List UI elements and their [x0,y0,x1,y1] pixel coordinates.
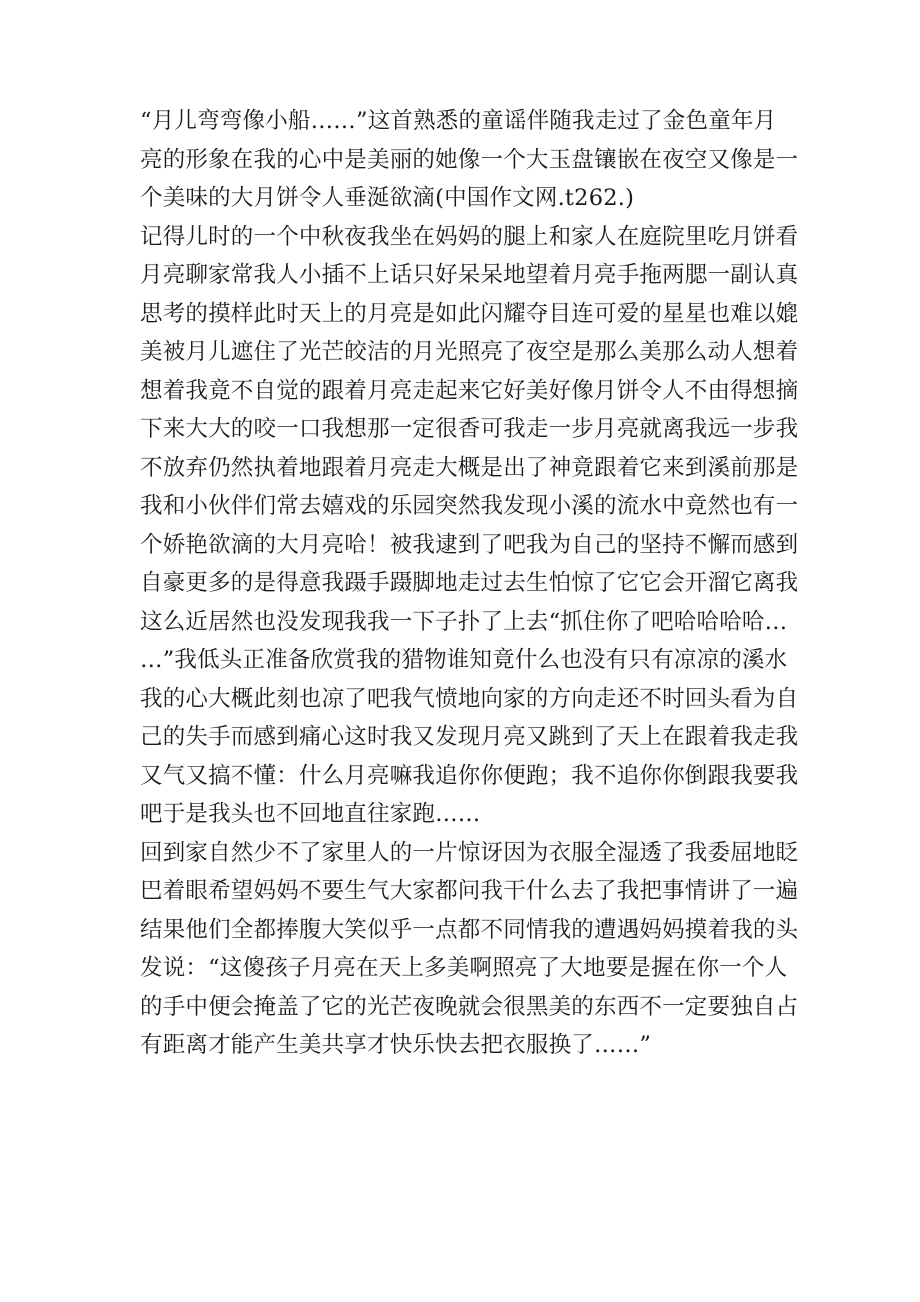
text-line: 发说：“这傻孩子月亮在天上多美啊照亮了大地要是握在你一个人 [140,955,788,981]
text-line: 自豪更多的是得意我蹑手蹑脚地走过去生怕惊了它它会开溜它离我 [140,570,799,596]
text-line: 又气又搞不懂：什么月亮嘛我追你你便跑；我不追你你倒跟我要我 [140,762,799,789]
text-line: 的手中便会掩盖了它的光芒夜晚就会很黑美的东西不一定要独自占 [140,993,799,1020]
text-line: 个美味的大月饼令人垂涎欲滴(中国作文网.t262.) [140,185,635,211]
text-line: 记得儿时的一个中秋夜我坐在妈妈的腿上和家人在庭院里吃月饼看 [140,223,799,250]
text-line: 下来大大的咬一口我想那一定很香可我走一步月亮就离我远一步我 [140,416,799,442]
text-line: 月亮聊家常我人小插不上话只好呆呆地望着月亮手拖两腮一副认真 [140,262,799,288]
text-line: 我的心大概此刻也凉了吧我气愤地向家的方向走还不时回头看为自 [140,685,799,712]
document-body [140,102,799,1065]
text-line: 想着我竟不自觉的跟着月亮走起来它好美好像月饼令人不由得想摘 [140,377,799,404]
text-line: 亮的形象在我的心中是美丽的她像一个大玉盘镶嵌在夜空又像是一 [140,146,799,173]
text-line: 己的失手而感到痛心这时我又发现月亮又跳到了天上在跟着我走我 [140,724,799,750]
text-line: 不放弃仍然执着地跟着月亮走大概是出了神竟跟着它来到溪前那是 [140,454,799,481]
text-line: 巴着眼希望妈妈不要生气大家都问我干什么去了我把事情讲了一遍 [140,878,799,904]
text-line: 结果他们全都捧腹大笑似乎一点都不同情我的遭遇妈妈摸着我的头 [140,916,799,943]
text-line: 这么近居然也没发现我我一下子扑了上去“抓住你了吧哈哈哈哈… [140,608,788,635]
text-line: 回到家自然少不了家里人的一片惊讶因为衣服全湿透了我委屈地眨 [140,839,799,866]
text-line: 有距离才能产生美共享才快乐快去把衣服换了……” [140,1032,652,1058]
text-line: 我和小伙伴们常去嬉戏的乐园突然我发现小溪的流水中竟然也有一 [140,493,799,519]
text-line: …”我低头正准备欣赏我的猎物谁知竟什么也没有只有凉凉的溪水 [140,647,788,673]
text-line: 个娇艳欲滴的大月亮哈！被我逮到了吧我为自己的坚持不懈而感到 [140,531,799,558]
text-line: 思考的摸样此时天上的月亮是如此闪耀夺目连可爱的星星也难以媲 [140,300,799,327]
text-line: 吧于是我头也不回地直往家跑…… [140,801,481,827]
text-line: “月儿弯弯像小船……”这首熟悉的童谣伴随我走过了金色童年月 [140,108,777,134]
text-line: 美被月儿遮住了光芒皎洁的月光照亮了夜空是那么美那么动人想着 [140,339,799,365]
